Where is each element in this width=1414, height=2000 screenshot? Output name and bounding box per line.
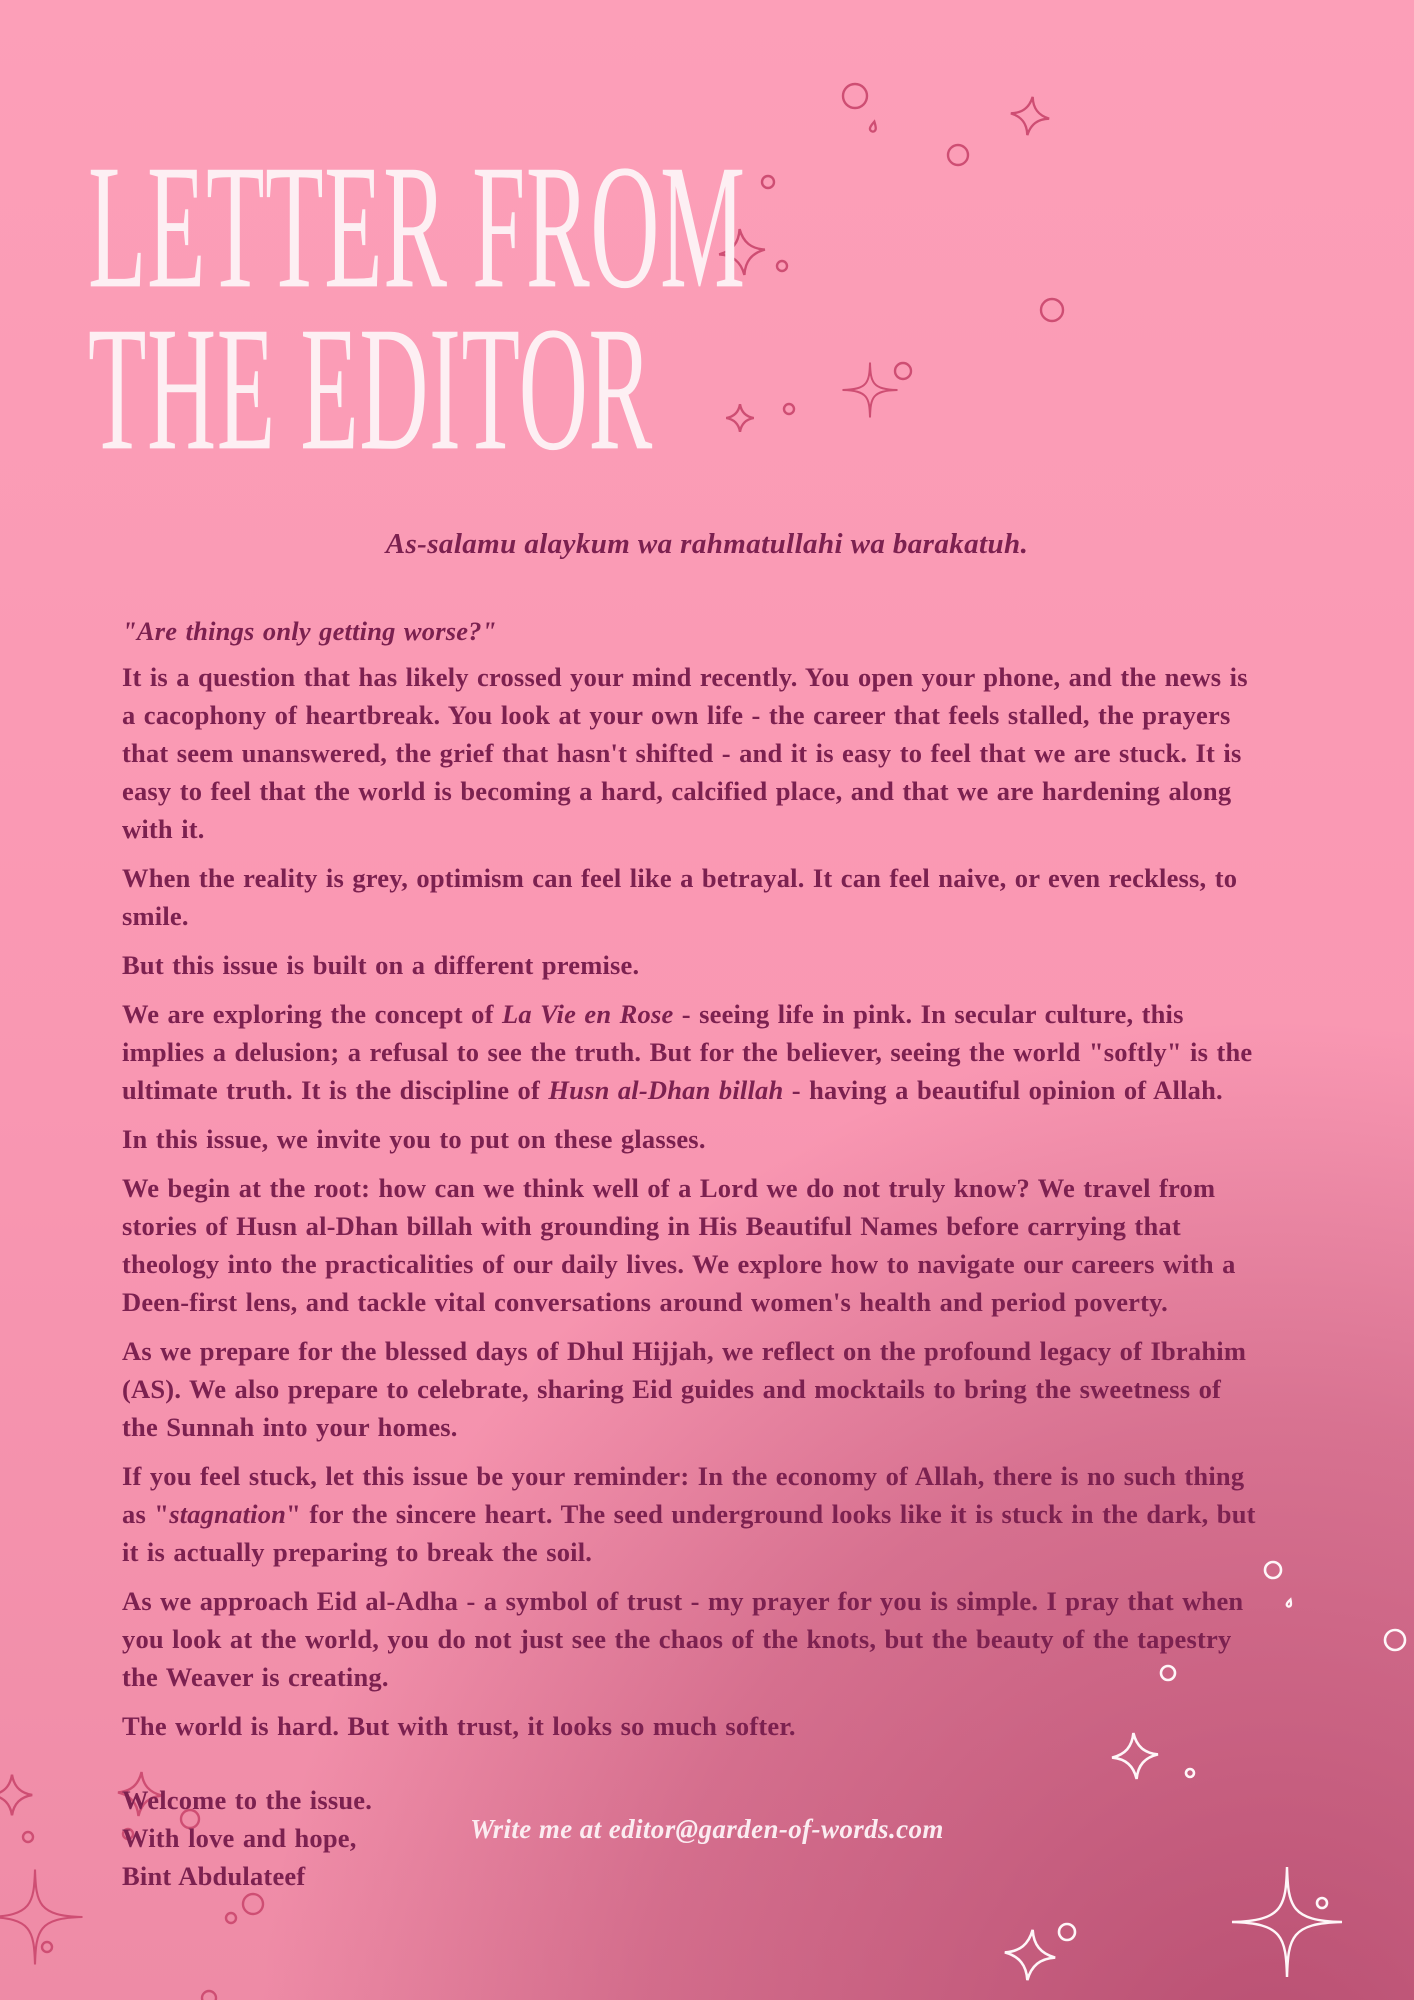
circle-icon [1265,1562,1281,1578]
teardrop-icon [1286,1599,1292,1607]
footer-contact-line: Write me at editor@garden-of-words.com [470,1814,944,1844]
sparkle-icon [1008,94,1052,138]
sparkle-thin-icon [0,1870,82,1965]
body-paragraph: We are exploring the concept of La Vie en Rose - seeing life in pink. In secular culture, this implies a delusion; a refusal to see the truth. But for the believer, seeing the world "softly" is the ultimate truth. It is the discipline of Husn al-Dhan billah - having a beautiful opinion of Allah. [122,999,1253,1105]
circle-icon [1385,1630,1405,1650]
body-paragraph: The world is hard. But with trust, it looks so much softer. [122,1711,796,1741]
circle-icon [895,363,911,379]
body-paragraph: It is a question that has likely crossed your mind recently. You open your phone, and the news is a cacophony of heartbreak. You look at your own life - the career that feels stalled, the prayers that seem unanswered, the grief that hasn't shifted - and it is easy to feel that we are stuck. It is easy to feel that the world is becoming a hard, calcified place, and that we are hardening along with it. [122,662,1248,844]
letter-body [122,612,1262,1895]
sparkle-thin-icon [843,363,898,418]
body-paragraph: But this issue is built on a different premise. [122,950,640,980]
body-paragraph: When the reality is grey, optimism can feel like a betrayal. It can feel naive, or even reckless, to smile. [122,863,1238,931]
paragraph-list [122,658,1262,1745]
signoff-line: With love and hope, [122,1823,357,1853]
circle-icon [843,84,867,108]
circle-icon [202,1991,216,2000]
sparkle-icon [0,1775,32,1815]
body-paragraph: As we approach Eid al-Adha - a symbol of trust - my prayer for you is simple. I pray that when you look at the world, you do not just see the chaos of the knots, but the beauty of the tapestry the Weaver is creating. [122,1586,1244,1692]
teardrop-icon [869,121,877,132]
page-title [88,127,746,488]
circle-icon [243,1894,263,1914]
circle-icon [762,176,774,188]
signoff-line: Bint Abdulateef [122,1861,306,1891]
body-paragraph: In this issue, we invite you to put on these glasses. [122,1124,706,1154]
circle-icon [1041,299,1063,321]
page-title-line1: LETTER FROM [88,127,746,326]
circle-icon [948,145,968,165]
body-paragraph: We begin at the root: how can we think well of a Lord we do not truly know? We travel from stories of Husn al-Dhan billah with grounding in His Beautiful Names before carrying that theology into the practicalities of our daily lives. We explore how to navigate our careers with a Deen-first lens, and tackle vital conversations around women's health and period poverty. [122,1173,1236,1317]
signoff-line: Welcome to the issue. [122,1785,373,1815]
circle-icon [1317,1898,1327,1908]
circle-icon [42,1942,52,1952]
salutation-line: As-salamu alaykum wa rahmatullahi wa barakatuh. [385,528,1029,560]
sparkle-icon [1002,1927,1058,1983]
circle-icon [784,404,794,414]
circle-icon [1059,1924,1075,1940]
circle-icon [777,261,787,271]
body-paragraph: If you feel stuck, let this issue be your reminder: In the economy of Allah, there is no such thing as "stagnation" for the sincere heart. The seed underground looks like it is stuck in the dark, but it is actually preparing to break the soil. [122,1461,1256,1567]
body-paragraph: As we prepare for the blessed days of Dhul Hijjah, we reflect on the profound legacy of Ibrahim (AS). We also prepare to celebrate, sharing Eid guides and mocktails to bring the sweetness of the Sunnah into your homes. [122,1336,1247,1442]
page-title-line2: THE EDITOR [88,289,653,488]
opening-question: "Are things only getting worse?" [122,616,497,646]
circle-icon [226,1913,236,1923]
